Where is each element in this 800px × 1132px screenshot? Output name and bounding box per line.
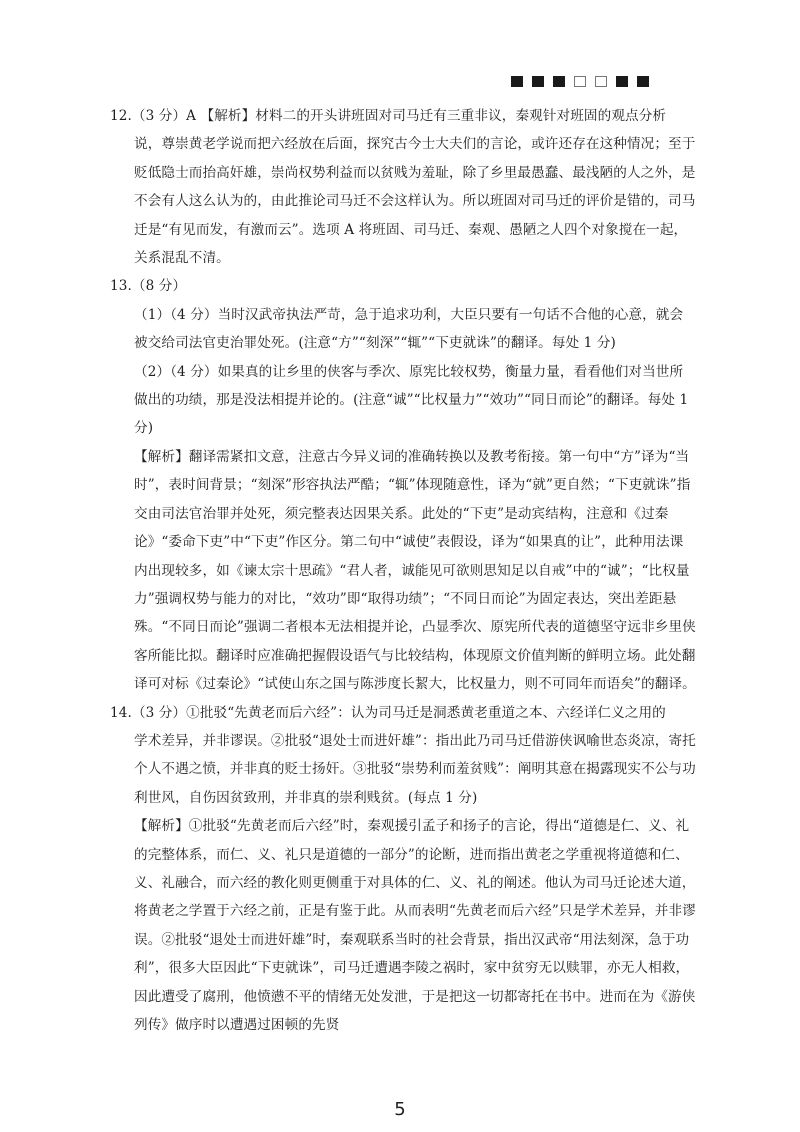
- header-mark-hollow: [595, 76, 607, 87]
- question-13: [110, 272, 696, 698]
- q13-analysis: 【解析】翻译需紧扣文意，注意古今异义词的准确转换以及教考衔接。第一句中“方”译为“当时”，表时间背景；“刻深”形容执法严酷；“辄”体现随意性，译为“就”更自然；“下吏就诛”指交由司法官治罪并处死，须完整表达因果关系。此处的“下吏”是动宾结构，注意和《过秦论》“委命下吏”中“下吏”作区分。第二句中“诚使”表假设，译为“如果真的让”，此种用法课内出现较多，如《谏太宗十思疏》“君人者，诚能见可欲则思知足以自戒”中的“诚”；“比权量力”强调权势与能力的对比，“效功”即“取得功绩”；“不同日而论”为固定表达，突出差距悬殊。“不同日而论”强调二者根本无法相提并论，凸显季次、原宪所代表的道德坚守远非乡里侠客所能比拟。翻译时应准确把握假设语气与比较结构，体现原文价值判断的鲜明立场。此处翻译可对标《过秦论》“试使山东之国与陈涉度长絜大，比权量力，则不可同年而语矣”的翻译。: [134, 448, 696, 693]
- question-14: [110, 699, 696, 1040]
- q12-analysis: 说，尊崇黄老学说而把六经放在后面，探究古今士大夫们的言论，或许还存在这种情况；至于贬低隐士而抬高奸雄，崇尚权势利益而以贫贱为羞耻，除了乡里最愚蠢、最浅陋的人之外，是不会有人这么认为的，由此推论司马迁不会这样认为。所以班固对司马迁的评价是错的，司马迁是“有见而发，有激而云”。选项 A 将班固、司马迁、秦观、愚陋之人四个对象搅在一起，关系混乱不清。: [134, 136, 696, 267]
- q13-heading: 13.（8 分）: [110, 278, 187, 295]
- q14-analysis: 【解析】①批驳“先黄老而后六经”时，秦观援引孟子和扬子的言论，得出“道德是仁、义、礼的完整体系，而仁、义、礼只是道德的一部分”的论断，进而指出黄老之学重视将道德和仁、义、礼融合，而六经的教化则更侧重于对具体的仁、义、礼的阐述。他认为司马迁论述大道，将黄老之学置于六经之前，正是有鉴于此。从而表明“先黄老而后六经”只是学术差异，并非谬误。②批驳“退处士而进奸雄”时，秦观联系当时的社会背景，指出汉武帝“用法刻深，急于功利”，很多大臣因此“下吏就诛”，司马迁遭遇李陵之祸时，家中贫穷无以赎罪，亦无人相救，因此遭受了腐刑，他愤懑不平的情绪无处发泄，于是把这一切都寄托在书中。进而在为《游侠列传》做序时以遭遇过困顿的先贤: [134, 818, 696, 1033]
- answer-content: [110, 102, 696, 1039]
- header-mark-hollow: [574, 76, 586, 87]
- q12-first-line: 12.（3 分）A 【解析】材料二的开头讲班固对司马迁有三重非议，秦观针对班固的观点分析: [110, 108, 667, 124]
- q13-answer-2: （2）（4 分）如果真的让乡里的侠客与季次、原宪比较权势，衡量力量，看看他们对当世所做出的功绩，那是没法相提并论的。(注意“诚”“比权量力”“效功”“同日而论”的翻译。每处 1 分): [134, 363, 689, 437]
- question-12: [110, 102, 696, 272]
- header-mark-filled: [553, 76, 565, 87]
- page-number: 5: [394, 1099, 406, 1120]
- header-mark-filled: [532, 76, 544, 87]
- header-marks: [511, 76, 658, 87]
- header-mark-filled: [511, 76, 523, 87]
- q14-first-line: 14.（3 分）①批驳“先黄老而后六经”：认为司马迁是洞悉黄老重道之本、六经详仁义之用的: [110, 704, 666, 721]
- header-mark-filled: [637, 76, 649, 87]
- q14-answer: 学术差异，并非谬误。②批驳“退处士而进奸雄”：指出此乃司马迁借游侠讽喻世态炎凉，寄托个人不遇之愤，并非真的贬士扬奸。③批驳“崇势利而羞贫贱”：阐明其意在揭露现实不公与功利世风，自伤因贫致刑，并非真的崇利贱贫。(每点 1 分): [134, 732, 696, 806]
- q13-answer-1: （1）（4 分）当时汉武帝执法严苛，急于追求功利，大臣只要有一句话不合他的心意，就会被交给司法官吏治罪处死。(注意“方”“刻深”“辄”“下吏就诛”的翻译。每处 1 分): [134, 306, 684, 352]
- header-mark-filled: [616, 76, 628, 87]
